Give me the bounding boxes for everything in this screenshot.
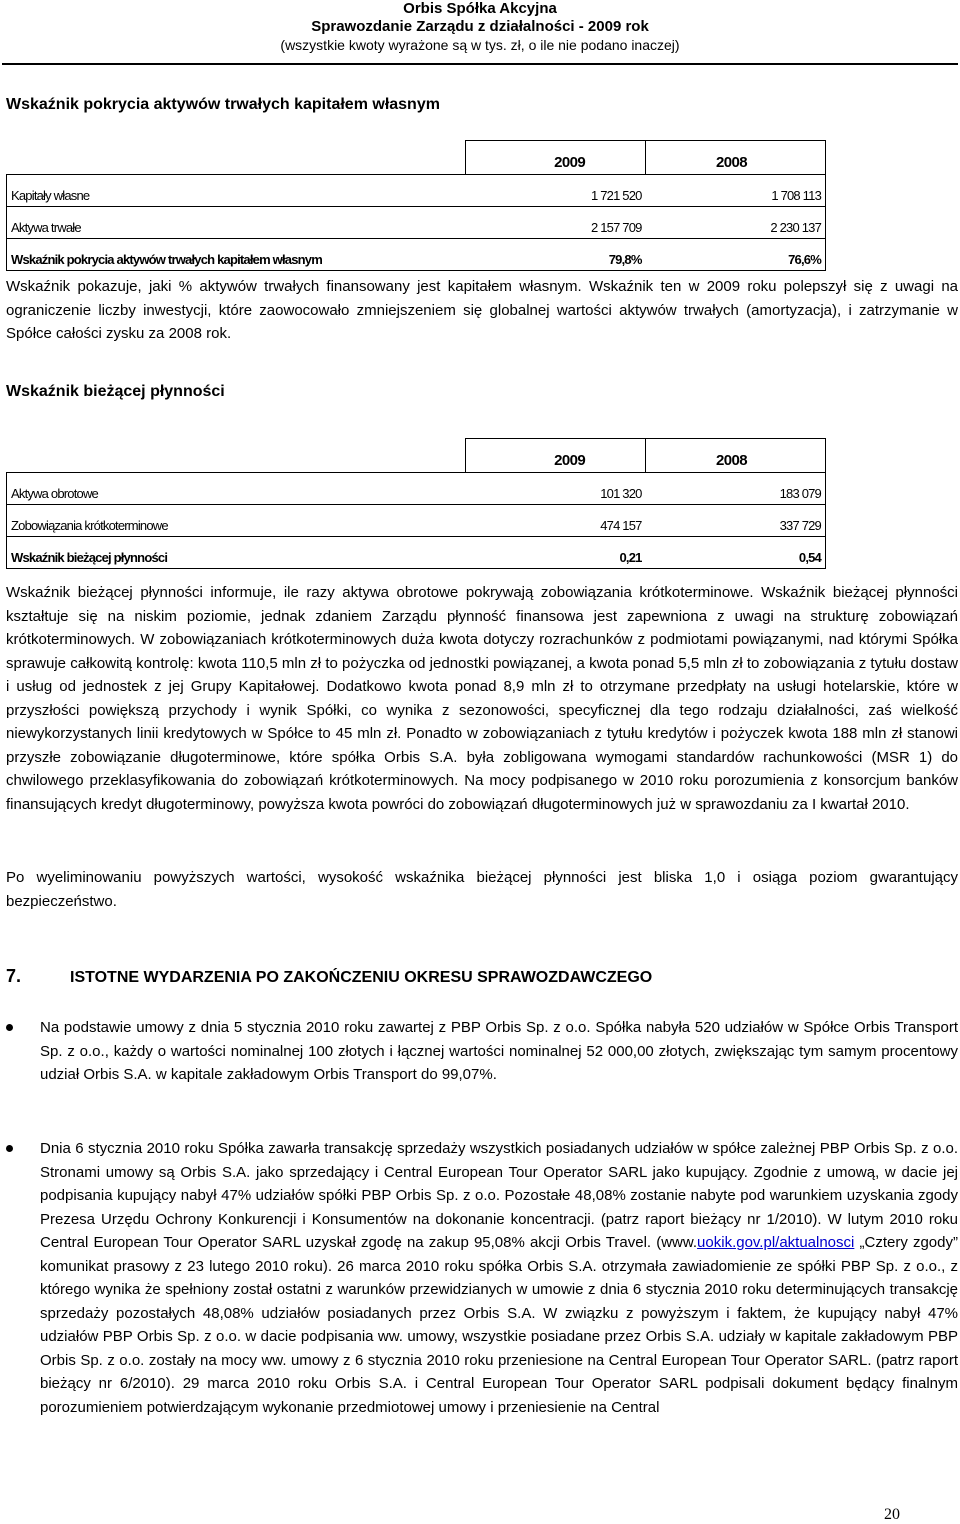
header-divider [2,63,958,65]
table-row [7,239,826,271]
row-label: Aktywa trwałe [7,207,466,239]
value-2009: 0,21 [466,537,646,569]
value-2009: 474 157 [466,505,646,537]
event-pbp-orbis-sale: Dnia 6 stycznia 2010 roku Spółka zawarła transakcję sprzedaży wszystkich posiadanych udziałów w spółce zależnej PBP Orbis Sp. z o.o. Stronami umowy są Orbis S.A. jako sprzedający i Central European Tour Operator SARL jako kupujący. Zgodnie z umową, w dacie jej podpisania kupujący nabył 47% udziałów spółki PBP Orbis Sp. z o.o. Pozostałe 48,08% zostanie nabyte pod warunkiem uzyskania zgody Prezesa Urzędu Ochrony Konkurencji i Konsumentów na dokonanie koncentracji. (patrz raport bieżący nr 1/2010). W lutym 2010 roku Central European Tour Operator SARL uzyskał zgodę na zakup 95,08% akcji Orbis Travel. (www.uokik.gov.pl/aktualnosci „Cztery zgody” komunikat prasowy z 23 lutego 2010 roku). 26 marca 2010 roku spółka Orbis S.A. otrzymała zawiadomienie ze spółki PBP Sp. z o.o., z którego wynika że spełniony został ostatni z warunków przewidzianych w umowie z dnia 6 stycznia 2010 roku determinujących transakcję sprzedaży pozostałych 48,08% udziałów posiadanych przez Orbis S.A. W związku z powyższym i faktem, że kupujący nabył 47% udziałów PBP Orbis Sp. z o.o. w dacie podpisania ww. umowy, wszystkie posiadane przez Orbis S.A. udziały w kapitale zakładowym PBP Orbis Sp. z o.o. zostały na mocy ww. umowy z 6 stycznia 2010 roku przeniesione na Central European Tour Operator SARL. (patrz raport bieżący nr 6/2010). 29 marca 2010 roku Orbis S.A. i Central European Tour Operator SARL podpisali dokument będący finalnym porozumieniem potwierdzającym wykonanie przedmiotowej umowy i przeniesienie na Central [40,1140,958,1416]
year-2009-header: 2009 [466,141,646,175]
table-row [7,505,826,537]
table-row [7,473,826,505]
table-header-row [7,141,826,175]
section-7-title: ISTOTNE WYDARZENIA PO ZAKOŃCZENIU OKRESU SPRAWOZDAWCZEGO [70,969,653,986]
current-liquidity-table [6,438,826,569]
event-orbis-transport: Na podstawie umowy z dnia 5 stycznia 2010 roku zawartej z PBP Orbis Sp. z o.o. Spółka nabyła 520 udziałów w Spółce Orbis Transport Sp. z o.o., każdy o wartości nominalnej 100 złotych i łącznej wartości nominalnej 52 000,00 złotych, zwiększając tym samym procentowy udział Orbis S.A. w kapitale zakładowym Orbis Transport do 99,07%. [40,1019,958,1083]
current-liquidity-conclusion: Po wyeliminowaniu powyższych wartości, wysokość wskaźnika bieżącej płynności jest bliska 1,0 i osiąga poziom gwarantujący bezpieczeństwo. [6,869,958,910]
value-2008: 0,54 [646,537,826,569]
value-2009: 1 721 520 [466,175,646,207]
list-item [40,1137,958,1419]
company-name: Orbis Spółka Akcyjna [403,0,557,17]
table-row [7,175,826,207]
value-2008: 183 079 [646,473,826,505]
value-2008: 2 230 137 [646,207,826,239]
table-row [7,537,826,569]
section-number: 7. [6,966,22,986]
section-7-heading [6,966,652,987]
value-2008: 337 729 [646,505,826,537]
bullet-icon [6,1145,13,1152]
row-label: Kapitały własne [7,175,466,207]
table-row [7,207,826,239]
uokik-link[interactable]: uokik.gov.pl/aktualnosci [697,1234,855,1251]
year-2009-header: 2009 [466,439,646,473]
row-label: Zobowiązania krótkoterminowe [7,505,466,537]
page-header [0,0,960,54]
year-2008-header: 2008 [646,439,826,473]
year-2008-header: 2008 [646,141,826,175]
current-liquidity-description: Wskaźnik bieżącej płynności informuje, ile razy aktywa obrotowe pokrywają zobowiązania krótkoterminowe. Wskaźnik bieżącej płynności kształtuje się na niskim poziomie, jednak zdaniem Zarządu płynność finansowa jest zapewniona z uwagi na strukturę zobowiązań krótkoterminowych. W zobowiązaniach krótkoterminowych duża kwota dotyczy rozrachunków z podmiotami powiązanymi, nad którymi Spółka sprawuje całkowitą kontrolę: kwota 110,5 mln zł to pożyczka od jednostki powiązanej, a kwota ponad 5,5 mln zł to zobowiązania z tytułu dostaw i usług od jednostek z jej Grupy Kapitałowej. Dodatkowo kwota ponad 8,9 mln zł to otrzymane przedpłaty na usługi hotelarskie, które w przyszłości powiększą przychody i wynik Spółki, co wynika z sezonowości, specyficznej dla tego rodzaju działalności, zaś wielkość niewykorzystanych linii kredytowych w Spółce to 45 mln zł. Ponadto w zobowiązaniach z tytułu kredytów i pożyczek kwota 188 mln zł stanowi przyszłe zobowiązanie długoterminowe, które spółka Orbis S.A. była zobligowana wymogami standardów rachunkowości (MSR 1) do chwilowego przeklasyfikowania do zobowiązań krótkoterminowych. Na mocy podpisanego w 2010 roku porozumienia z konsorcjum banków finansujących kredyt długoterminowy, powyższa kwota powróci do zobowiązań długoterminowych już w sprawozdaniu za I kwartał 2010. [6,584,958,813]
list-item [40,1016,958,1087]
value-2009: 2 157 709 [466,207,646,239]
report-title: Sprawozdanie Zarządu z działalności - 2009 rok [311,18,649,35]
value-2008: 1 708 113 [646,175,826,207]
page-number: 20 [884,1506,900,1523]
table-header-row [7,439,826,473]
value-2009: 79,8% [466,239,646,271]
value-2009: 101 320 [466,473,646,505]
fixed-assets-coverage-table [6,140,826,271]
row-label: Aktywa obrotowe [7,473,466,505]
row-label: Wskaźnik bieżącej płynności [7,537,466,569]
section-title-fixed-assets-coverage: Wskaźnik pokrycia aktywów trwałych kapitałem własnym [6,96,440,113]
value-2008: 76,6% [646,239,826,271]
amounts-note: (wszystkie kwoty wyrażone są w tys. zł, o ile nie podano inaczej) [280,37,680,53]
section-title-current-liquidity: Wskaźnik bieżącej płynności [6,383,225,400]
fixed-assets-coverage-description: Wskaźnik pokazuje, jaki % aktywów trwałych finansowany jest kapitałem własnym. Wskaźnik ten w 2009 roku polepszył się z uwagi na ograniczenie liczby inwestycji, które zaowocowało zmniejszeniem się globalnej wartości aktywów trwałych (amortyzacja), i zatrzymanie w Spółce całości zysku za 2008 rok. [6,278,958,342]
bullet-icon [6,1024,13,1031]
row-label: Wskaźnik pokrycia aktywów trwałych kapitałem własnym [7,239,466,271]
